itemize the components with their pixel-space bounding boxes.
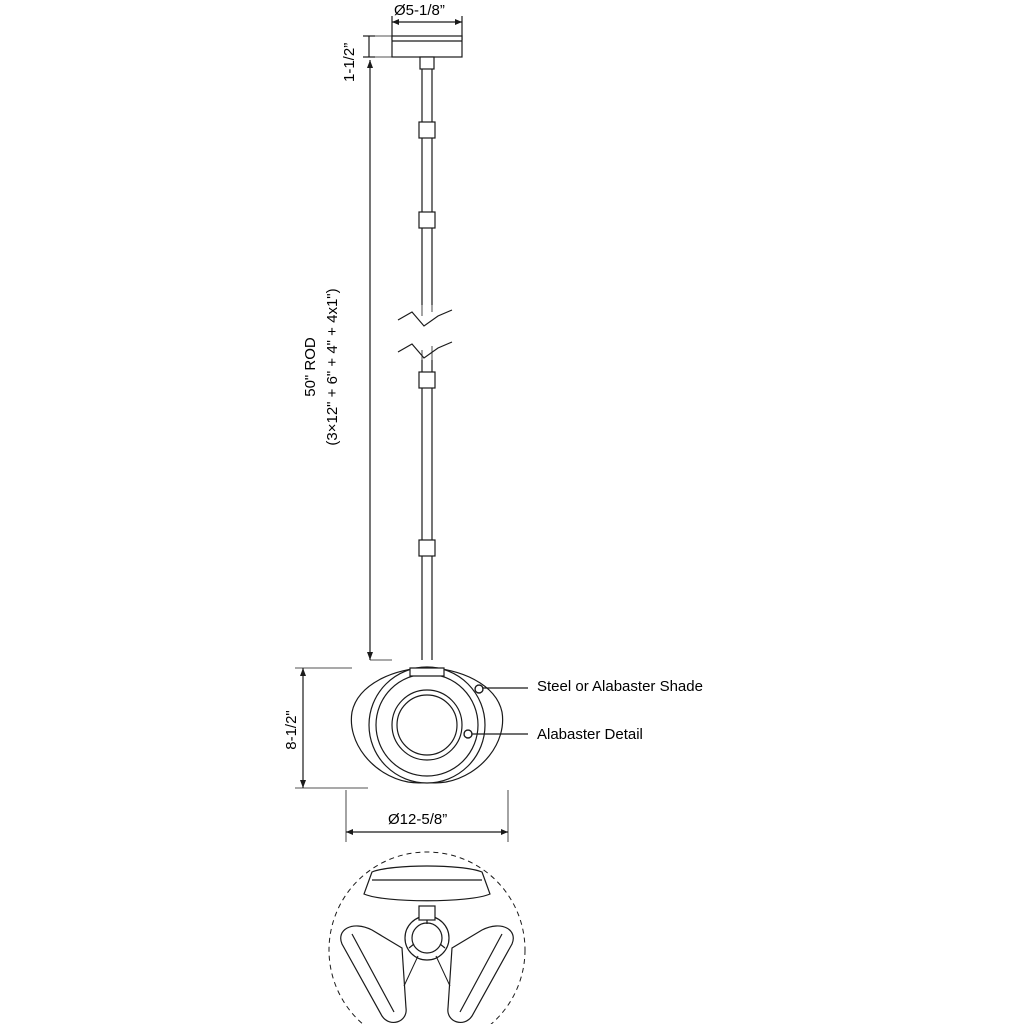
- rod-length-label-group: [300, 262, 344, 472]
- canopy-diameter-label: Ø5-1/8”: [394, 2, 445, 19]
- canopy-height-label: 1-1/2”: [341, 42, 358, 82]
- callout-alabaster-detail-label: Alabaster Detail: [537, 726, 643, 743]
- break-line-symbol: [398, 305, 452, 360]
- canopy-height-dimension: [363, 36, 392, 57]
- canopy: [392, 36, 462, 57]
- callout-shade-material-label: Steel or Alabaster Shade: [537, 678, 703, 695]
- plan-view: [329, 852, 525, 1024]
- rod-length-dimension: [367, 60, 392, 660]
- rod-length-label-line2: (3×12" + 6" + 4" + 4x1"): [324, 288, 341, 446]
- shade-height-label: 8-1/2": [283, 710, 300, 750]
- stem-rod: [419, 57, 435, 660]
- shade-diameter-label: Ø12-5/8”: [388, 811, 448, 828]
- rod-length-label-line1: 50" ROD: [302, 337, 319, 397]
- shade-assembly-elevation: [351, 667, 502, 783]
- shade-height-label-group: [283, 700, 303, 760]
